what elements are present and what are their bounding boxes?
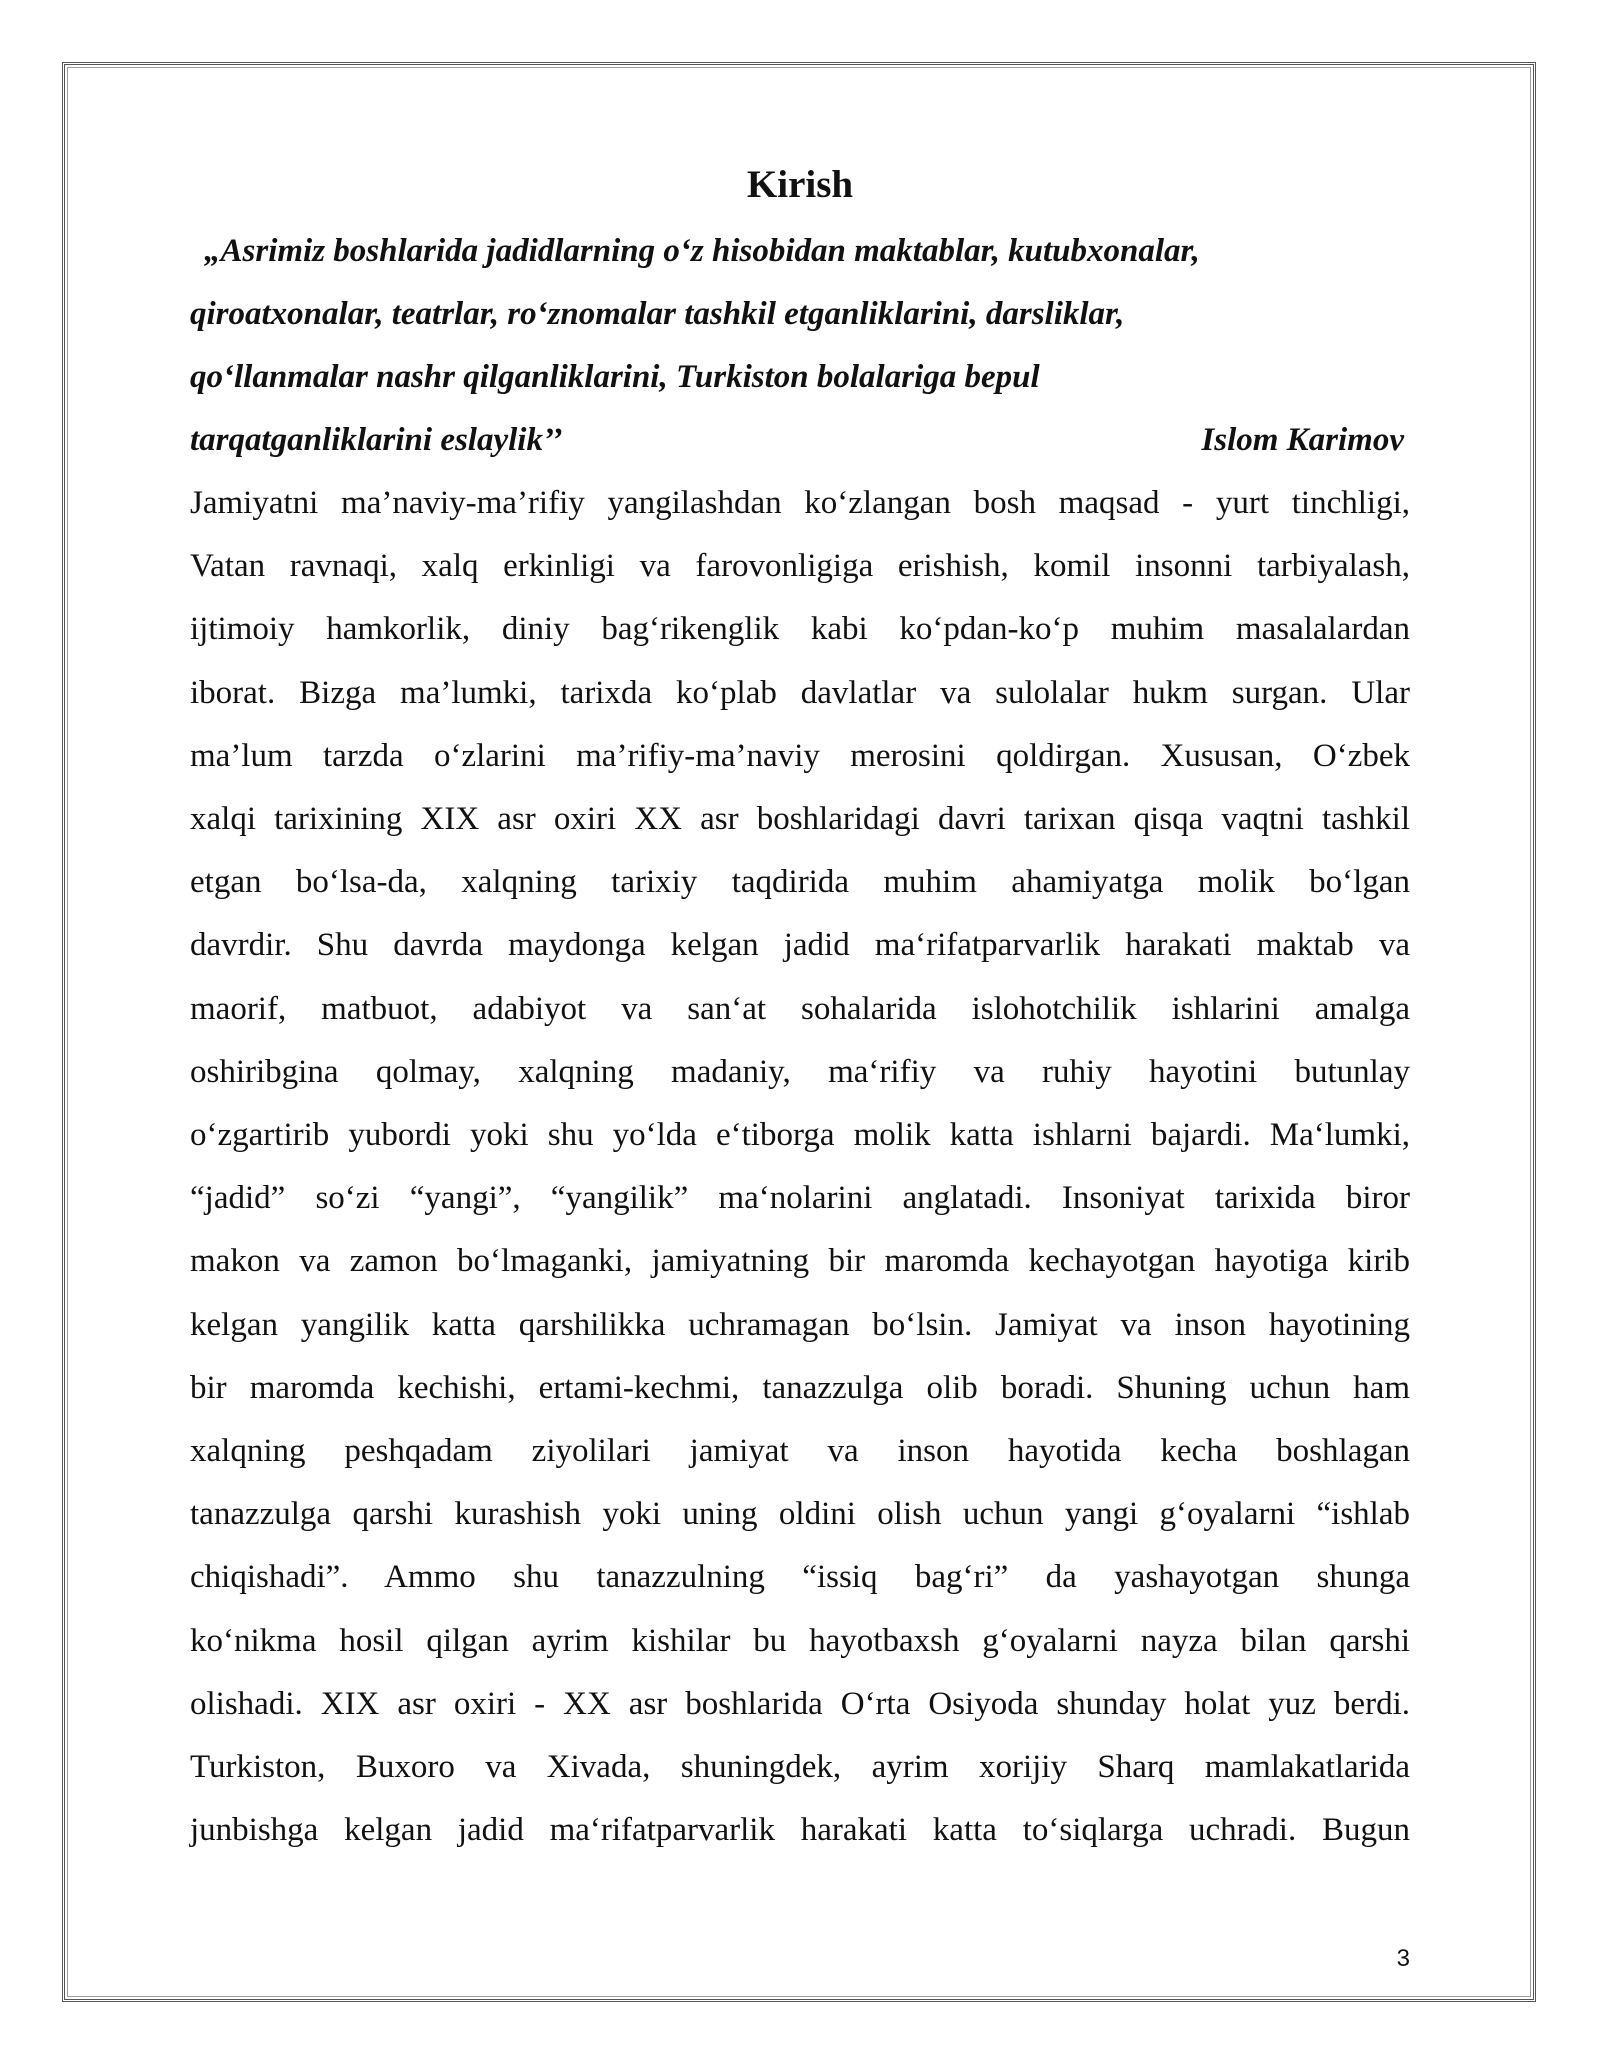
body-line: ma’lum tarzda oʻzlarini ma’rifiy-ma’naviy merosini qoldirgan. Xususan, Oʻzbek (190, 737, 1410, 774)
epigraph (190, 220, 1410, 472)
body-line: Turkiston, Buxoro va Xivada, shuningdek, ayrim xorijiy Sharq mamlakatlarida (190, 1749, 1410, 1786)
body-line: Jamiyatni ma’naviy-ma’rifiy yangilashdan koʻzlangan bosh maqsad - yurt tinchligi, (190, 485, 1410, 521)
body-line: iborat. Bizga ma’lumki, tarixda koʻplab davlatlar va sulolalar hukm surgan. Ular (190, 674, 1410, 711)
epigraph-line: qiroatxonalar, teatrlar, roʻznomalar tashkil etganliklarini, darsliklar, (190, 296, 1125, 332)
page-number: 3 (1396, 1945, 1410, 1972)
epigraph-last-line (190, 409, 1410, 472)
page-content (190, 150, 1410, 1862)
body-line: kelgan yangilik katta qarshilikka uchramagan boʻlsin. Jamiyat va inson hayotining (190, 1306, 1410, 1343)
body-line: olishadi. XIX asr oxiri - XX asr boshlarida Oʻrta Osiyoda shunday holat yuz berdi. (190, 1685, 1410, 1722)
body-line: Vatan ravnaqi, xalq erkinligi va farovonligiga erishish, komil insonni tarbiyalash, (190, 548, 1410, 585)
body-line: chiqishadi”. Ammo shu tanazzulning “issiq bagʻri” da yashayotgan shunga (190, 1559, 1410, 1596)
body-line: xalqi tarixining XIX asr oxiri XX asr boshlaridagi davri tarixan qisqa vaqtni tashkil (190, 801, 1410, 838)
body-line: makon va zamon boʻlmaganki, jamiyatning bir maromda kechayotgan hayotiga kirib (190, 1243, 1410, 1280)
body-line: maorif, matbuot, adabiyot va sanʻat sohalarida islohotchilik ishlarini amalga (190, 990, 1410, 1027)
body-line: “jadid” soʻzi “yangi”, “yangilik” maʻnolarini anglatadi. Insoniyat tarixida biror (190, 1180, 1410, 1217)
epigraph-author: Islom Karimov (1201, 422, 1404, 458)
body-line: oʻzgartirib yubordi yoki shu yoʻlda eʻtiborga molik katta ishlarni bajardi. Maʻlumki, (190, 1117, 1410, 1154)
epigraph-line: qoʻllanmalar nashr qilganliklarini, Turkiston bolalariga bepul (190, 359, 1040, 395)
body-line: koʻnikma hosil qilgan ayrim kishilar bu hayotbaxsh gʻoyalarni nayza bilan qarshi (190, 1622, 1410, 1659)
body-line: xalqning peshqadam ziyolilari jamiyat va inson hayotida kecha boshlagan (190, 1433, 1410, 1470)
epigraph-line: tarqatganliklarini eslaylik’’ (190, 422, 563, 458)
body-line: tanazzulga qarshi kurashish yoki uning oldini olish uchun yangi gʻoyalarni “ishlab (190, 1496, 1410, 1533)
epigraph-line: „Asrimiz boshlarida jadidlarning oʻz hisobidan maktablar, kutubxonalar, (204, 233, 1200, 269)
body-line: etgan boʻlsa-da, xalqning tarixiy taqdirida muhim ahamiyatga molik boʻlgan (190, 864, 1410, 901)
body-paragraph (190, 472, 1410, 1862)
body-line: davrdir. Shu davrda maydonga kelgan jadid maʻrifatparvarlik harakati maktab va (190, 927, 1410, 964)
body-line: ijtimoiy hamkorlik, diniy bagʻrikenglik kabi koʻpdan-koʻp muhim masalalardan (190, 611, 1410, 648)
body-line: bir maromda kechishi, ertami-kechmi, tanazzulga olib boradi. Shuning uchun ham (190, 1369, 1410, 1406)
body-line: junbishga kelgan jadid maʻrifatparvarlik harakati katta toʻsiqlarga uchradi. Bugun (190, 1812, 1410, 1849)
page-title: Kirish (746, 163, 854, 206)
body-line: oshiribgina qolmay, xalqning madaniy, maʻrifiy va ruhiy hayotini butunlay (190, 1053, 1410, 1090)
